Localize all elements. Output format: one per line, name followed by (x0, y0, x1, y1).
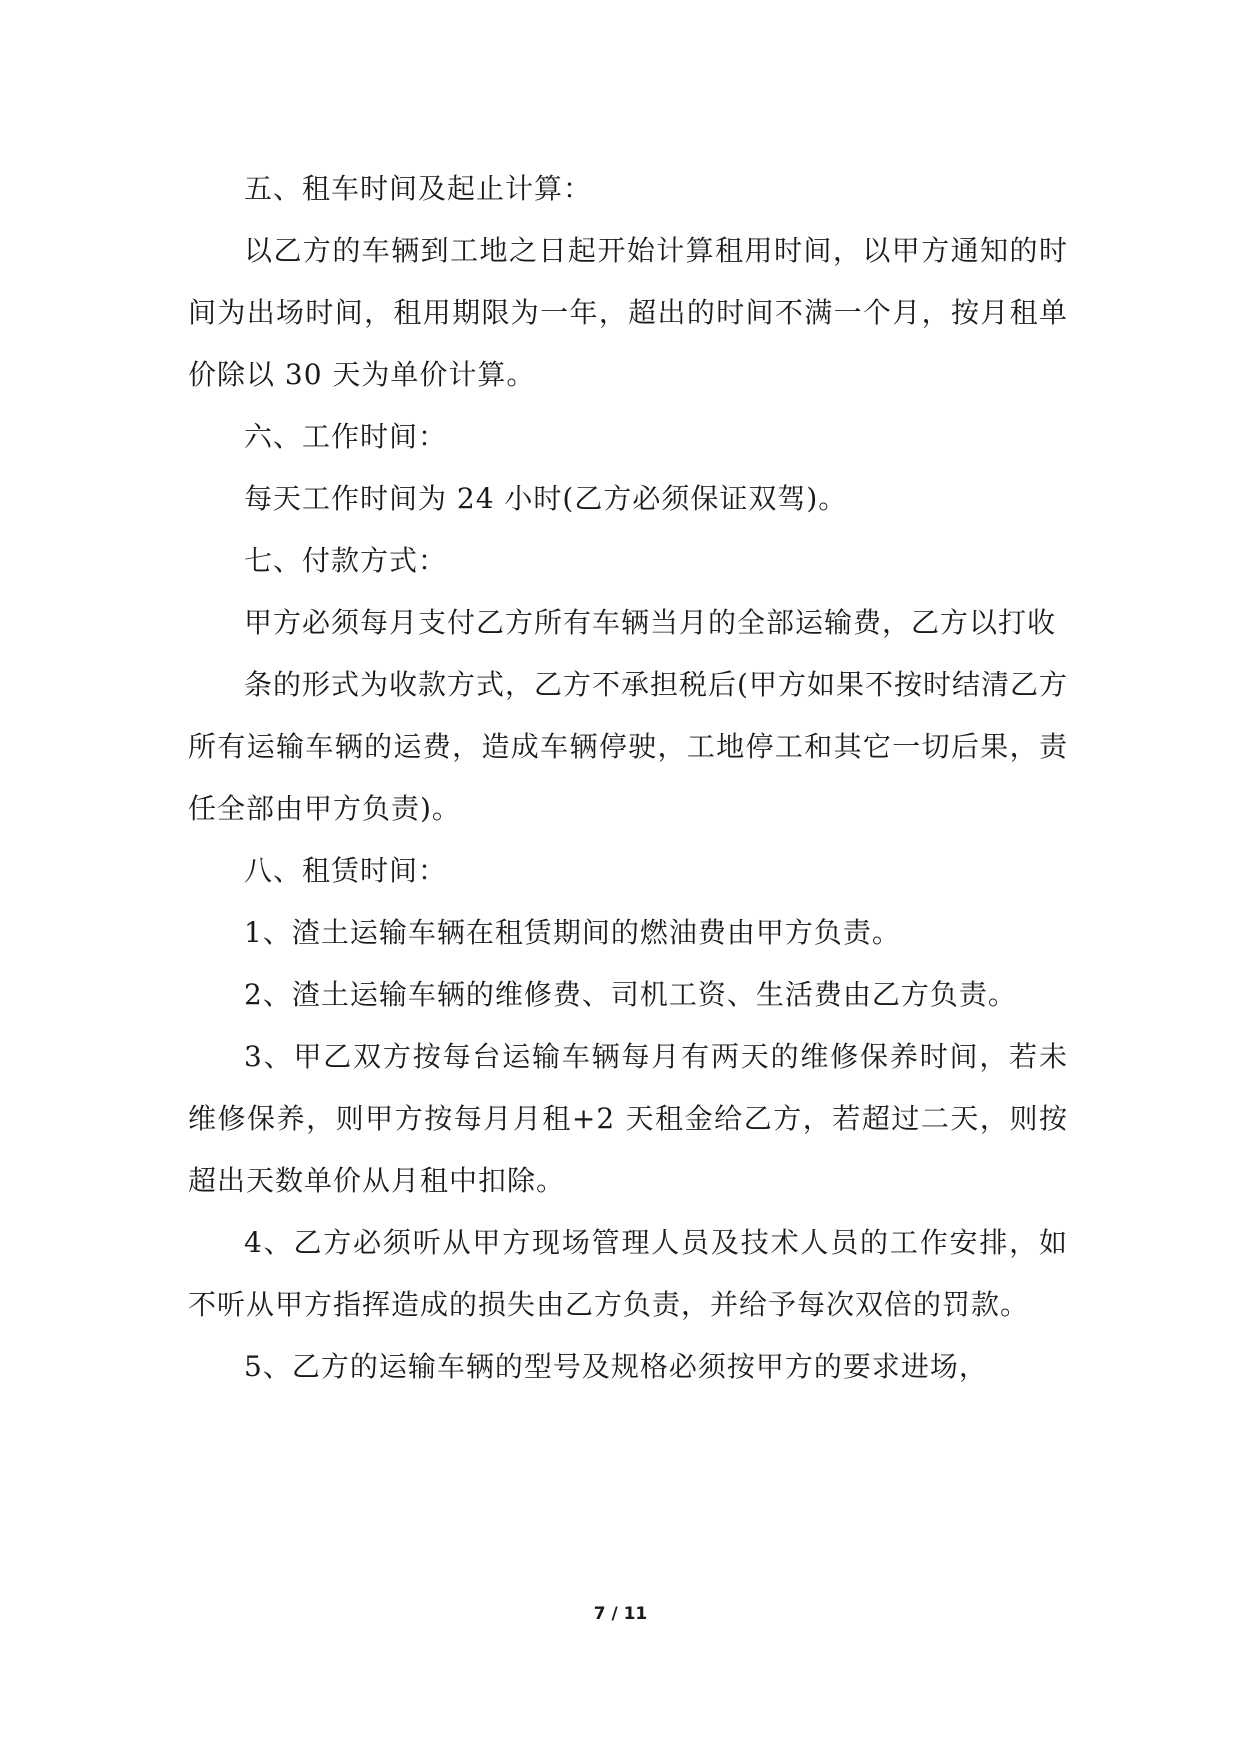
page-number: 7 / 11 (593, 1604, 648, 1624)
list-item-maintenance-time: 3、甲乙双方按每台运输车辆每月有两天的维修保养时间，若未维修保养，则甲方按每月月租+2 天租金给乙方，若超过二天，则按超出天数单价从月租中扣除。 (188, 1040, 1068, 1197)
paragraph-rental-period: 以乙方的车辆到工地之日起开始计算租用时间，以甲方通知的时间为出场时间，租用期限为一年，超出的时间不满一个月，按月租单价除以 30 天为单价计算。 (188, 234, 1068, 391)
list-item-maintenance-cost: 2、渣土运输车辆的维修费、司机工资、生活费由乙方负责。 (244, 978, 1017, 1011)
document-body (188, 158, 1068, 1398)
list-item-fuel-cost: 1、渣土运输车辆在租赁期间的燃油费由甲方负责。 (244, 916, 901, 949)
list-item-vehicle-spec: 5、乙方的运输车辆的型号及规格必须按甲方的要求进场， (244, 1350, 988, 1383)
list-item-work-arrangement: 4、乙方必须听从甲方现场管理人员及技术人员的工作安排，如不听从甲方指挥造成的损失由乙方负责，并给予每次双倍的罚款。 (188, 1226, 1068, 1321)
paragraph-payment-part2: 条的形式为收款方式，乙方不承担税后(甲方如果不按时结清乙方所有运输车辆的运费，造成车辆停驶，工地停工和其它一切后果，责任全部由甲方负责)。 (188, 668, 1068, 825)
paragraph-payment-part1: 甲方必须每月支付乙方所有车辆当月的全部运输费，乙方以打收 (244, 606, 1057, 639)
section-heading-payment: 七、付款方式： (244, 544, 448, 577)
section-heading-working-hours: 六、工作时间： (244, 420, 448, 453)
paragraph-working-hours: 每天工作时间为 24 小时(乙方必须保证双驾)。 (244, 482, 848, 515)
section-heading-lease-terms: 八、租赁时间： (244, 854, 448, 887)
section-heading-rental-period: 五、租车时间及起止计算： (244, 172, 593, 205)
